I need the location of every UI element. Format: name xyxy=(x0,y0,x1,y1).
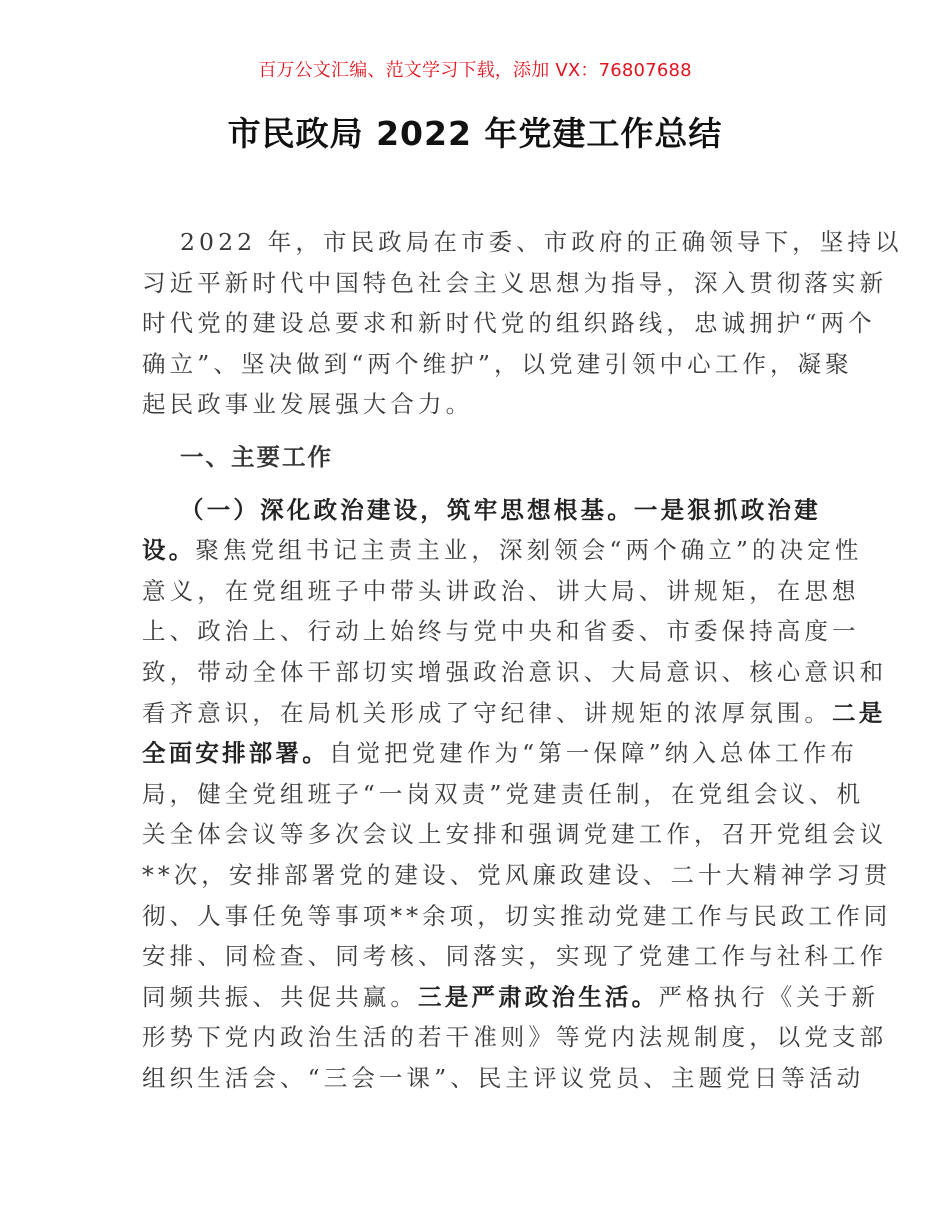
document-title: 市民政局 2022 年党建工作总结 xyxy=(227,114,723,153)
paragraph-line: 局，健全党组班子“一岗双责”党建责任制，在党组会议、机 xyxy=(142,779,865,808)
paragraph-line: **次，安排部署党的建设、党风廉政建设、二十大精神学习贯 xyxy=(142,860,892,889)
watermark-banner: 百万公文汇编、范文学习下载，添加 VX：76807688 xyxy=(258,60,692,81)
paragraph-line: 上、政治上、行动上始终与党中央和省委、市委保持高度一 xyxy=(142,617,860,646)
intro-line: 确立”、坚决做到“两个维护”，以党建引领中心工作，凝聚 xyxy=(142,349,853,378)
paragraph-text: 看齐意识，在局机关形成了守纪律、讲规矩的浓厚氛围。 xyxy=(142,698,832,727)
subsection-heading: （一）深化政治建设，筑牢思想根基。一是狠抓政治建 xyxy=(180,495,821,524)
bold-lead: 设。 xyxy=(142,536,196,565)
paragraph-text: 聚焦党组书记主责主业，深刻领会“两个确立”的决定性 xyxy=(195,536,863,565)
paragraph-line xyxy=(142,490,822,531)
paragraph-line xyxy=(142,693,886,734)
bold-lead: 二是 xyxy=(832,698,886,727)
bold-lead: 三是严肃政治生活。 xyxy=(418,982,659,1011)
document-body xyxy=(142,222,903,1098)
paragraph-line: 形势下党内政治生活的若干准则》等党内法规制度，以党支部 xyxy=(142,1023,888,1052)
paragraph-line xyxy=(142,977,880,1018)
paragraph-line: 彻、人事任免等事项**余项，切实推动党建工作与民政工作同 xyxy=(142,901,892,930)
paragraph-line: 关全体会议等多次会议上安排和强调党建工作，召开党组会议 xyxy=(142,820,888,849)
intro-line: 起民政事业发展强大合力。 xyxy=(142,390,474,419)
paragraph-line: 意义，在党组班子中带头讲政治、讲大局、讲规矩，在思想 xyxy=(142,576,860,605)
paragraph-text: 严格执行《关于新 xyxy=(658,982,880,1011)
paragraph-text: 自觉把党建作为“第一保障”纳入总体工作布 xyxy=(328,739,858,768)
paragraph-line xyxy=(142,733,858,774)
paragraph-line: 组织生活会、“三会一课”、民主评议党员、主题党日等活动 xyxy=(142,1063,865,1092)
paragraph-line: 安排、同检查、同考核、同落实，实现了党建工作与社科工作 xyxy=(142,942,888,971)
paragraph-text: 同频共振、共促共赢。 xyxy=(142,982,418,1011)
intro-line: 2022 年，市民政局在市委、市政府的正确领导下，坚持以 xyxy=(180,228,903,256)
intro-line: 时代党的建设总要求和新时代党的组织路线，忠诚拥护“两个 xyxy=(142,309,876,338)
paragraph-line xyxy=(142,530,863,571)
paragraph-line: 致，带动全体干部切实增强政治意识、大局意识、核心意识和 xyxy=(142,657,888,686)
intro-line: 习近平新时代中国特色社会主义思想为指导，深入贯彻落实新 xyxy=(142,268,888,297)
bold-lead: 全面安排部署。 xyxy=(142,739,329,768)
section-heading: 一、主要工作 xyxy=(180,442,333,471)
